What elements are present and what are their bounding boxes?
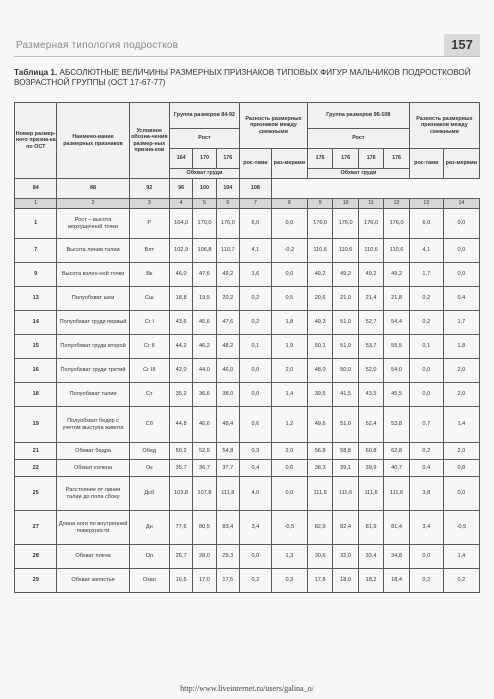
value-cell: 52,4 [358,407,383,443]
value-cell: 54,4 [384,311,410,335]
value-cell: -0,5 [271,511,307,545]
value-cell: 0,0 [409,545,443,569]
value-cell: 50,2 [169,443,192,460]
value-cell: 1,6 [239,263,271,287]
value-cell: 106,8 [193,239,216,263]
row-name-cell: Полуобхват талии [57,383,129,407]
value-cell: 0,4 [443,287,479,311]
value-cell: 111,6 [384,477,410,511]
value-cell: 80,5 [193,511,216,545]
chest-header: 96 [169,179,192,199]
value-cell: 17,5 [216,569,239,593]
row-name-cell: Обхват бедра [57,443,129,460]
value-cell: -0,2 [271,239,307,263]
value-cell: 1,4 [271,383,307,407]
value-cell: 41,5 [333,383,358,407]
value-cell: 35,2 [169,383,192,407]
value-cell: 44,0 [193,359,216,383]
value-cell: 43,5 [358,383,383,407]
row-number-cell: 9 [15,263,57,287]
value-cell: 6,0 [409,209,443,239]
row-symbol-cell: Обед [129,443,169,460]
column-index: 8 [271,199,307,209]
value-cell: 0,0 [443,263,479,287]
column-index: 5 [193,199,216,209]
column-index: 11 [358,199,383,209]
value-cell: 1,3 [271,545,307,569]
value-cell: 46,0 [169,263,192,287]
value-cell: 18,8 [169,287,192,311]
value-cell: 53,8 [384,407,410,443]
value-cell: 38,3 [307,460,332,477]
col-symbol-header: Условное обозна-чения размер-ных призна-ков [129,103,169,179]
value-cell: 45,6 [193,311,216,335]
value-cell: 47,6 [216,311,239,335]
row-number-cell: 15 [15,335,57,359]
row-name-cell: Полуобхват шеи [57,287,129,311]
value-cell: 0,0 [409,359,443,383]
value-cell: 110,6 [333,239,358,263]
row-name-cell: Длина ноги по внутренней поверхности [57,511,129,545]
watermark-url: http://www.liveinternet.ru/users/galina_o/ [180,684,314,693]
value-cell: 107,8 [193,477,216,511]
value-cell: 102,9 [169,239,192,263]
value-cell: 33,4 [358,545,383,569]
value-cell: 52,0 [358,359,383,383]
value-cell: 48,2 [216,335,239,359]
value-cell: 28,0 [193,545,216,569]
value-cell: 21,4 [358,287,383,311]
row-symbol-cell: Р [129,209,169,239]
row-name-cell: Расстояние от линии талии до пола сбоку [57,477,129,511]
value-cell: 2,0 [443,383,479,407]
chest-header: 92 [129,179,169,199]
size-table [14,102,480,593]
table-row [15,460,480,477]
row-number-cell: 21 [15,443,57,460]
col-name-header: Наимено-вание размерных признаков [57,103,129,179]
row-symbol-cell: Озап [129,569,169,593]
value-cell: 2,0 [443,359,479,383]
row-number-cell: 13 [15,287,57,311]
value-cell: 0,2 [239,569,271,593]
rost1-header: Рост [169,129,239,149]
value-cell: 46,6 [193,407,216,443]
value-cell: 81,4 [384,511,410,545]
row-number-cell: 28 [15,545,57,569]
value-cell: 0,2 [443,569,479,593]
running-head: Размерная типология подростков [16,40,179,51]
value-cell: 4,0 [239,477,271,511]
table-head [15,103,480,209]
row-number-cell: 22 [15,460,57,477]
row-name-cell: Полуобхват груди второй [57,335,129,359]
value-cell: 40,7 [384,460,410,477]
value-cell: 39,9 [358,460,383,477]
value-cell: 3,4 [239,511,271,545]
height-header: 176 [384,149,410,169]
table-row [15,569,480,593]
value-cell: 0,8 [443,460,479,477]
row-name-cell: Полуобхват груди третий [57,359,129,383]
value-cell: 0,3 [239,443,271,460]
value-cell: 18,4 [384,569,410,593]
row-number-cell: 18 [15,383,57,407]
column-index: 10 [333,199,358,209]
value-cell: 45,5 [384,383,410,407]
value-cell: 0,0 [409,383,443,407]
value-cell: 49,2 [333,263,358,287]
value-cell: 17,8 [307,569,332,593]
column-index: 13 [409,199,443,209]
value-cell: 37,7 [216,460,239,477]
table-caption [14,68,474,88]
value-cell: 20,2 [216,287,239,311]
page-header [14,34,480,57]
value-cell: 0,1 [239,335,271,359]
value-cell: 56,8 [307,443,332,460]
value-cell: 170,0 [193,209,216,239]
row-symbol-cell: Сш [129,287,169,311]
value-cell: 52,7 [358,311,383,335]
row-name-cell: Рост – высота верхушечной точки [57,209,129,239]
col-number-header: Номер размер-ного призна-ка по ОСТ [15,103,57,179]
value-cell: 0,6 [239,407,271,443]
table-row [15,311,480,335]
value-cell: 82,4 [333,511,358,545]
row-number-cell: 19 [15,407,57,443]
group1-header: Группа размеров 84-92 [169,103,239,129]
value-cell: 17,0 [193,569,216,593]
column-index: 12 [384,199,410,209]
value-cell: 1,8 [271,311,307,335]
value-cell: 52,5 [193,443,216,460]
value-cell: 36,6 [193,383,216,407]
table-row [15,239,480,263]
value-cell: 0,1 [409,335,443,359]
value-cell: 35,7 [169,460,192,477]
row-name-cell: Обхват запястья [57,569,129,593]
table-row [15,287,480,311]
page-number: 157 [444,34,480,56]
by-height1-header: рос-тами [239,149,271,179]
value-cell: 3,8 [409,477,443,511]
value-cell: 176,0 [358,209,383,239]
value-cell: 176,0 [307,209,332,239]
row-number-cell: 29 [15,569,57,593]
value-cell: 103,8 [169,477,192,511]
value-cell: 49,2 [307,263,332,287]
value-cell: 19,5 [193,287,216,311]
value-cell: 0,3 [271,569,307,593]
value-cell: 50,0 [333,359,358,383]
caption-label: Таблица 1. [14,68,58,77]
value-cell: 0,2 [239,287,271,311]
value-cell: 51,0 [333,311,358,335]
value-cell: 44,2 [169,335,192,359]
value-cell: 83,4 [216,511,239,545]
height-header: 176 [358,149,383,169]
value-cell: 49,2 [384,263,410,287]
row-name-cell: Полуобхват груди первый [57,311,129,335]
value-cell: 26,7 [169,545,192,569]
value-cell: 1,4 [443,545,479,569]
value-cell: 58,8 [333,443,358,460]
value-cell: 43,6 [169,311,192,335]
value-cell: 2,0 [443,443,479,460]
value-cell: 39,1 [333,460,358,477]
row-symbol-cell: Сг III [129,359,169,383]
value-cell: 21,0 [333,287,358,311]
chest-header: 104 [216,179,239,199]
chest2-header: Обхват груди [307,169,409,179]
diff1-header: Разность размерных признаков между смежными [239,103,307,149]
value-cell: 0,0 [271,263,307,287]
value-cell: 54,0 [384,359,410,383]
value-cell: 55,5 [384,335,410,359]
column-index: 1 [15,199,57,209]
value-cell: 0,2 [409,311,443,335]
column-index: 7 [239,199,271,209]
value-cell: 0,0 [239,545,271,569]
value-cell: 1,9 [271,335,307,359]
rost2-header: Рост [307,129,409,149]
value-cell: 77,6 [169,511,192,545]
value-cell: 1,2 [271,407,307,443]
height-header: 176 [216,149,239,169]
value-cell: 51,0 [333,407,358,443]
value-cell: 0,7 [409,407,443,443]
height-header: 176 [333,149,358,169]
row-name-cell: Высота линии талии [57,239,129,263]
by-size2-header: раз-мерами [443,149,479,179]
row-symbol-cell: Ок [129,460,169,477]
row-symbol-cell: Дсб [129,477,169,511]
value-cell: 48,0 [307,359,332,383]
value-cell: 2,0 [271,443,307,460]
column-index: 2 [57,199,129,209]
value-cell: 0,0 [443,209,479,239]
value-cell: 164,0 [169,209,192,239]
by-height2-header: рос-тами [409,149,443,179]
value-cell: 30,6 [307,545,332,569]
row-number-cell: 25 [15,477,57,511]
value-cell: 0,0 [443,239,479,263]
value-cell: 38,0 [216,383,239,407]
row-name-cell: Высота колен-ной точки [57,263,129,287]
value-cell: 44,8 [169,407,192,443]
value-cell: 111,6 [358,477,383,511]
value-cell: 53,7 [358,335,383,359]
value-cell: 0,4 [239,460,271,477]
height-header: 164 [169,149,192,169]
value-cell: 111,6 [307,477,332,511]
value-cell: 0,0 [271,209,307,239]
row-number-cell: 14 [15,311,57,335]
row-symbol-cell: Ст [129,383,169,407]
column-index: 9 [307,199,332,209]
table-row [15,263,480,287]
table-row [15,511,480,545]
value-cell: 49,3 [307,311,332,335]
table-row [15,335,480,359]
column-index: 6 [216,199,239,209]
group2-header: Группа размеров 96-108 [307,103,409,129]
table-row [15,407,480,443]
value-cell: 111,6 [333,477,358,511]
value-cell: 49,6 [307,407,332,443]
value-cell: 110,6 [307,239,332,263]
row-name-cell: Обхват колена [57,460,129,477]
value-cell: 4,1 [409,239,443,263]
value-cell: 50,1 [307,335,332,359]
caption-text: АБСОЛЮТНЫЕ ВЕЛИЧИНЫ РАЗМЕРНЫХ ПРИЗНАКОВ ТИПОВЫХ ФИГУР МАЛЬЧИКОВ ПОДРОСТКОВОЙ ВОЗРАСТНОЙ ГРУППЫ (ОСТ 17-67-77) [14,68,471,87]
row-symbol-cell: Сг II [129,335,169,359]
table-row [15,545,480,569]
value-cell: 46,0 [216,359,239,383]
value-cell: 111,8 [216,477,239,511]
row-number-cell: 7 [15,239,57,263]
value-cell: 110,6 [384,239,410,263]
value-cell: 0,4 [409,460,443,477]
value-cell: 0,0 [443,477,479,511]
value-cell: 176,0 [384,209,410,239]
value-cell: 32,0 [333,545,358,569]
row-symbol-cell: Сг I [129,311,169,335]
value-cell: 0,2 [409,443,443,460]
value-cell: 48,4 [216,407,239,443]
value-cell: 0,6 [271,460,307,477]
value-cell: 0,2 [239,311,271,335]
value-cell: 0,2 [409,569,443,593]
chest-header: 88 [57,179,129,199]
row-number-cell: 16 [15,359,57,383]
value-cell: 1,4 [443,407,479,443]
value-cell: 47,6 [193,263,216,287]
value-cell: 20,6 [307,287,332,311]
value-cell: 46,2 [193,335,216,359]
column-index-row [15,199,480,209]
column-index: 3 [129,199,169,209]
value-cell: 18,2 [358,569,383,593]
column-index: 14 [443,199,479,209]
table-row [15,209,480,239]
row-symbol-cell: Сб [129,407,169,443]
value-cell: 60,8 [358,443,383,460]
table-row [15,359,480,383]
value-cell: 21,8 [384,287,410,311]
row-symbol-cell: Оп [129,545,169,569]
table-row [15,383,480,407]
value-cell: 62,8 [384,443,410,460]
column-index: 4 [169,199,192,209]
value-cell: 176,0 [333,209,358,239]
row-number-cell: 27 [15,511,57,545]
value-cell: 0,0 [239,383,271,407]
diff2-header: Разность размерных признаков между смежными [409,103,479,149]
value-cell: 110,7 [216,239,239,263]
height-header: 170 [193,149,216,169]
height-header: 176 [307,149,332,169]
row-symbol-cell: Дн [129,511,169,545]
value-cell: 42,0 [169,359,192,383]
row-symbol-cell: Влт [129,239,169,263]
value-cell: 16,5 [169,569,192,593]
row-number-cell: 1 [15,209,57,239]
value-cell: 39,5 [307,383,332,407]
by-size1-header: раз-мерами [271,149,307,179]
value-cell: 29,3 [216,545,239,569]
value-cell: 4,1 [239,239,271,263]
value-cell: 51,9 [333,335,358,359]
value-cell: 0,0 [271,477,307,511]
table-body [15,209,480,593]
value-cell: 6,0 [239,209,271,239]
value-cell: 54,8 [216,443,239,460]
value-cell: 81,9 [358,511,383,545]
value-cell: 0,0 [239,359,271,383]
chest1-header: Обхват груди [169,169,239,179]
value-cell: 176,0 [216,209,239,239]
value-cell: 36,7 [193,460,216,477]
value-cell: 49,2 [358,263,383,287]
table-row [15,477,480,511]
chest-header: 84 [15,179,57,199]
chest-header: 108 [239,179,271,199]
value-cell: 82,9 [307,511,332,545]
value-cell: 18,0 [333,569,358,593]
value-cell: 0,5 [271,287,307,311]
chest-header: 100 [193,179,216,199]
value-cell: 0,2 [409,287,443,311]
row-symbol-cell: Вк [129,263,169,287]
value-cell: 110,6 [358,239,383,263]
value-cell: 3,4 [409,511,443,545]
value-cell: 49,2 [216,263,239,287]
value-cell: 1,7 [409,263,443,287]
value-cell: 1,7 [443,311,479,335]
value-cell: -0,5 [443,511,479,545]
value-cell: 1,8 [443,335,479,359]
value-cell: 2,0 [271,359,307,383]
table-row [15,443,480,460]
row-name-cell: Полуобхват бедер с учетом выступа живота [57,407,129,443]
row-name-cell: Обхват плеча [57,545,129,569]
value-cell: 34,8 [384,545,410,569]
